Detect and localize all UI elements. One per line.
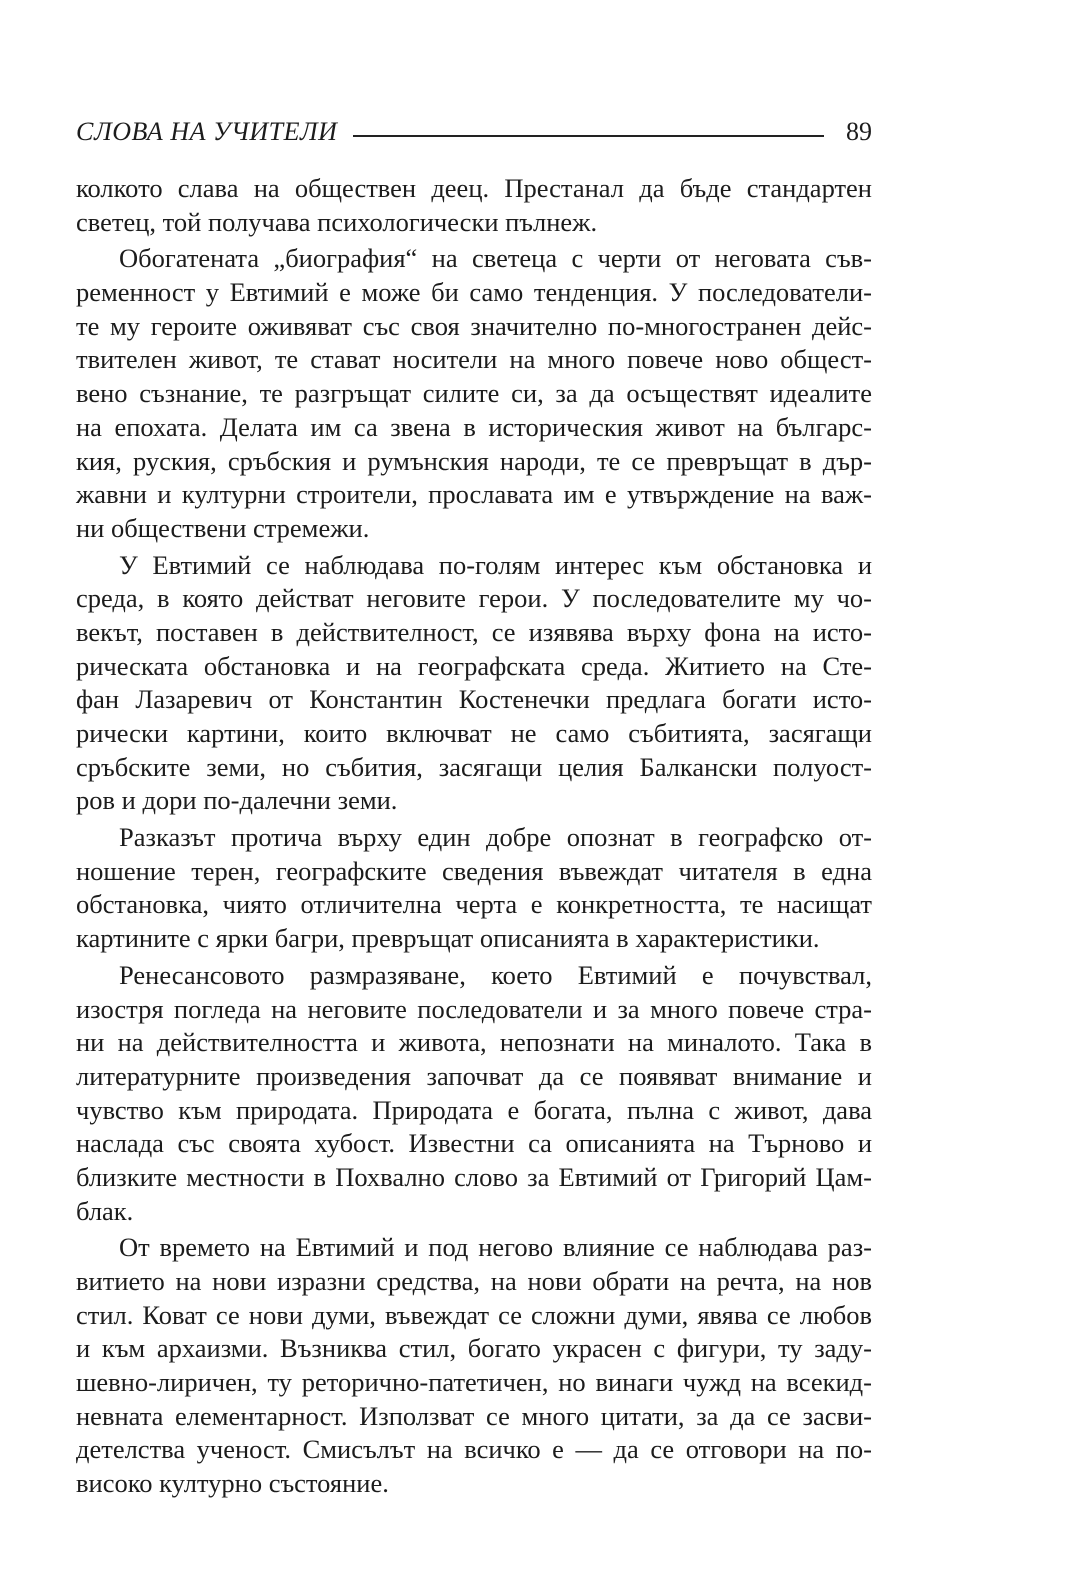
- paragraph: [76, 549, 872, 819]
- text-line: блак.: [76, 1195, 134, 1226]
- text-line: чувство към природата. Природата е богата, пълна с живот, дава: [76, 1094, 872, 1125]
- text-line: наслада със своята хубост. Известни са описанията на Търново и: [76, 1128, 872, 1159]
- text-line: Ренесансовото размразяване, което Евтимий е почувствал,: [119, 959, 872, 990]
- text-line: вено съзнание, те разгръщат силите си, за да осъществят идеалите: [76, 378, 872, 409]
- text-line: ни обществени стремежи.: [76, 512, 370, 543]
- body-text: [76, 172, 872, 1504]
- text-line: и към архаизми. Възниква стил, богато украсен с фигури, ту заду-: [76, 1333, 872, 1364]
- text-line: обстановка, чиято отличителна черта е конкретността, те насищат: [76, 889, 872, 920]
- text-line: стил. Коват се нови думи, въвеждат се сложни думи, явява се любов: [76, 1299, 872, 1330]
- text-line: ременност у Евтимий е може би само тенденция. У последователи-: [76, 277, 872, 308]
- page-header: [76, 114, 872, 150]
- text-line: високо културно състояние.: [76, 1468, 389, 1499]
- text-line: светец, той получава психологически пълнеж.: [76, 206, 598, 237]
- text-line: картините с ярки багри, превръщат описанията в характеристики.: [76, 923, 820, 954]
- text-line: Обогатената „биография“ на светеца с черти от неговата съв-: [119, 243, 872, 274]
- text-line: рическата обстановка и на географската среда. Житието на Сте-: [76, 650, 872, 681]
- text-line: Разказът протича върху един добре опознат в географско от-: [119, 822, 872, 853]
- text-line: векът, поставен в действителност, се изявява върху фона на исто-: [76, 616, 872, 647]
- text-line: кия, руския, сръбския и румънския народи, те се превръщат в дър-: [76, 445, 872, 476]
- text-line: ношение терен, географските сведения въвеждат читателя в една: [76, 855, 872, 886]
- paragraph: [76, 959, 872, 1229]
- paragraph: [76, 172, 872, 239]
- text-line: жавни и културни строители, прославата им е утвърждение на важ-: [76, 479, 872, 510]
- paragraph: [76, 1231, 872, 1501]
- text-line: ров и дори по-далечни земи.: [76, 785, 398, 816]
- paragraph: [76, 242, 872, 545]
- text-line: твителен живот, те стават носители на много повече ново общест-: [76, 344, 872, 375]
- text-line: близките местности в Похвално слово за Евтимий от Григорий Цам-: [76, 1161, 872, 1192]
- header-rule: [353, 135, 824, 137]
- text-line: витието на нови изразни средства, на нови обрати на речта, на нов: [76, 1266, 872, 1296]
- text-line: колкото слава на обществен деец. Престанал да бъде стандартен: [76, 173, 872, 203]
- text-line: среда, в която действат неговите герои. У последователите му чо-: [76, 583, 872, 614]
- text-line: литературните произведения започват да се появяват внимание и: [76, 1060, 872, 1091]
- text-line: невната елементарност. Използват се много цитати, за да се засви-: [76, 1400, 872, 1431]
- text-line: шевно-лиричен, ту реторично-патетичен, но винаги чужд на всекид-: [76, 1367, 872, 1398]
- text-line: те му героите оживяват със своя значително по-многостранен дейс-: [76, 310, 872, 341]
- text-line: изостря погледа на неговите последователи и за много повече стра-: [76, 993, 872, 1024]
- text-line: рически картини, които включват не само събитията, засягащи: [76, 718, 872, 748]
- text-line: фан Лазаревич от Константин Костенечки предлага богати исто-: [76, 684, 872, 715]
- page-number: 89: [846, 117, 872, 146]
- text-line: ни на действителността и живота, непознати на миналото. Така в: [76, 1027, 872, 1058]
- running-title: СЛОВА НА УЧИТЕЛИ: [76, 117, 338, 146]
- text-line: От времето на Евтимий и под негово влияние се наблюдава раз-: [119, 1232, 872, 1263]
- text-line: сръбските земи, но събития, засягащи целия Балкански полуост-: [76, 751, 872, 782]
- text-line: У Евтимий се наблюдава по-голям интерес към обстановка и: [119, 549, 872, 580]
- text-line: на епохата. Делата им са звена в историческия живот на българс-: [76, 411, 872, 442]
- paragraph: [76, 821, 872, 956]
- text-line: детелства ученост. Смисълът на всичко е — да се отговори на по-: [76, 1434, 872, 1465]
